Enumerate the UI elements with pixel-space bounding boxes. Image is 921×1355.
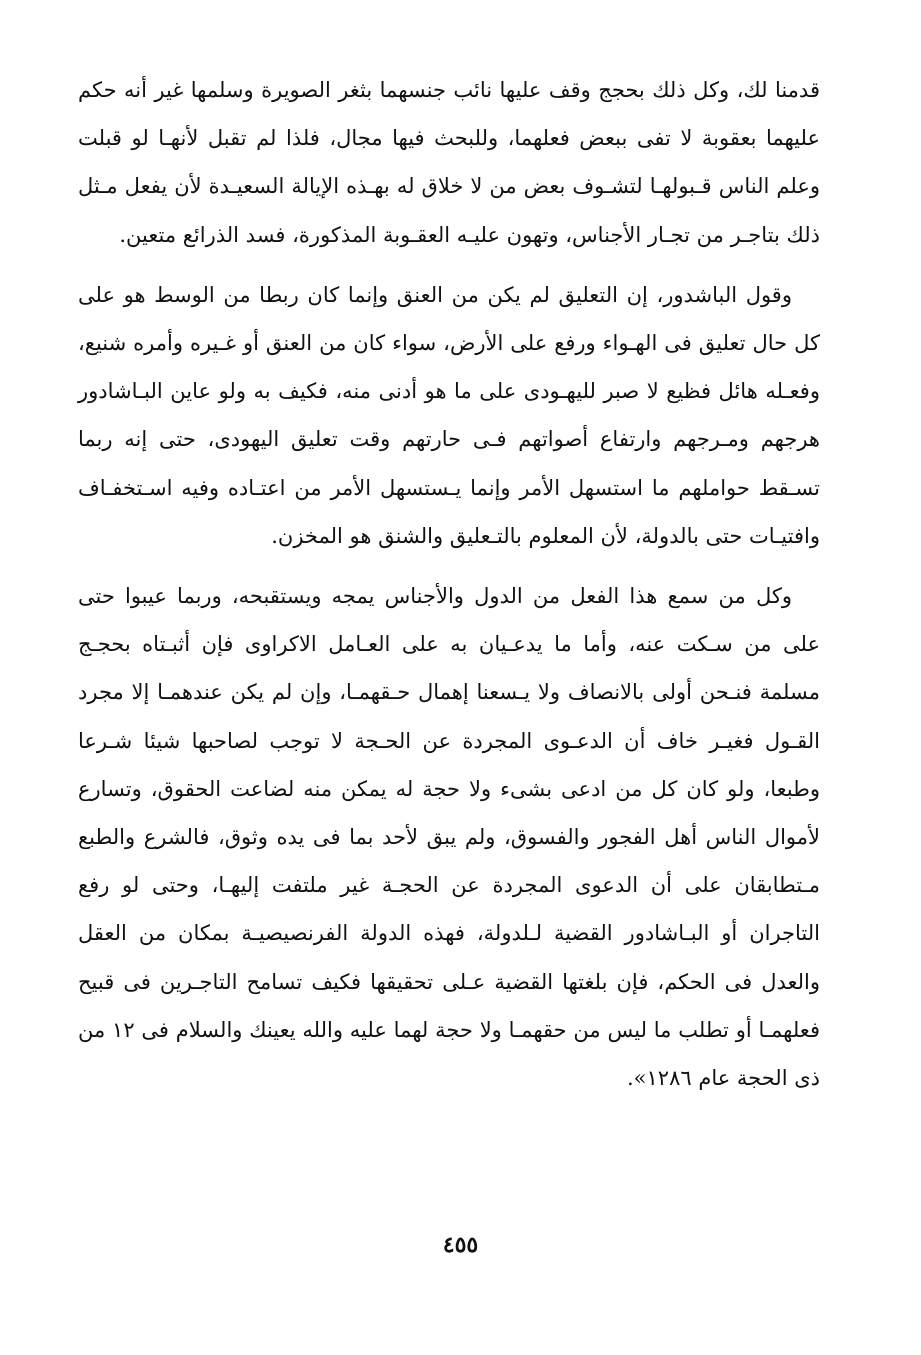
paragraph-3: وكل من سمع هذا الفعل من الدول والأجناس يمجه ويستقبحه، وربما عيبوا حتى على من سـكت عنه، وأما ما يدعـيان به على العـامل الاكراوى فإن أثبـتاه بحجـج مسلمة فنـحن أولى بالانصاف ولا يـسعنا إهمال حـقهمـا، وإن لم يكن عندهمـا إلا مجرد القـول فغيـر خاف أن الدعـوى المجردة عن الحـجة لا توجب لصاحبها شيئا شـرعا وطبعا، ولو كان كل من ادعى بشىء ولا حجة له يمكن منه لضاعت الحقوق، وتسارع لأموال الناس أهل الفجور والفسوق، ولم يبق لأحد بما فى يده وثوق، فالشرع والطبع مـتطابقان على أن الدعوى المجردة عن الحجـة غير ملتفت إليهـا، وحتى لو رفع التاجران أو البـاشادور القضية لـلدولة، فهذه الدولة الفرنصيصيـة بمكان من العقل والعدل فى الحكم، فإن بلغتها القضية عـلى تحقيقها فكيف تسامح التاجـرين فى قبيح فعلهمـا أو تطلب ما ليس من حقهمـا ولا حجة لهما عليه والله يعينك والسلام فى ١٢ من ذى الحجة عام ١٢٨٦». [78, 584, 820, 1091]
page-number: ٤٥٥ [442, 1232, 479, 1258]
paragraph-1: قدمنا لك، وكل ذلك بحجج وقف عليها نائب جنسهما بثغر الصويرة وسلمها غير أنه حكم عليهما بعقوبة لا تفى ببعض فعلهما، وللبحث فيها مجال، فلذا لم تقبل لأنهـا لو قبلت وعلم الناس قـبولهـا لتشـوف بعض من لا خلاق له بهـذه الإيالة السعيـدة لأن يفعل مـثل ذلك بتاجـر من تجـار الأجناس، وتهون عليـه العقـوبة المذكورة، فسد الذرائع متعين. [78, 78, 820, 247]
document-body [78, 66, 820, 1102]
paragraph-2: وقول الباشدور، إن التعليق لم يكن من العنق وإنما كان ربطا من الوسط هو على كل حال تعليق فى الهـواء ورفع على الأرض، سواء كان من العنق أو غـيره وأمره شنيع، وفعـله هائل فظيع لا صبر لليهـودى على ما هو أدنى منه، فكيف به ولو عاين البـاشادور هرجهم ومـرجهم وارتفاع أصواتهم فـى حارتهم وقت تعليق اليهودى، حتى إنه ربما تسـقط حواملهم ما استسهل الأمر وإنما يـستسهل الأمر من اعتـاده وفيه اسـتخفـاف وافتيـات حتى بالدولة، لأن المعلوم بالتـعليق والشنق هو المخزن. [78, 282, 820, 548]
